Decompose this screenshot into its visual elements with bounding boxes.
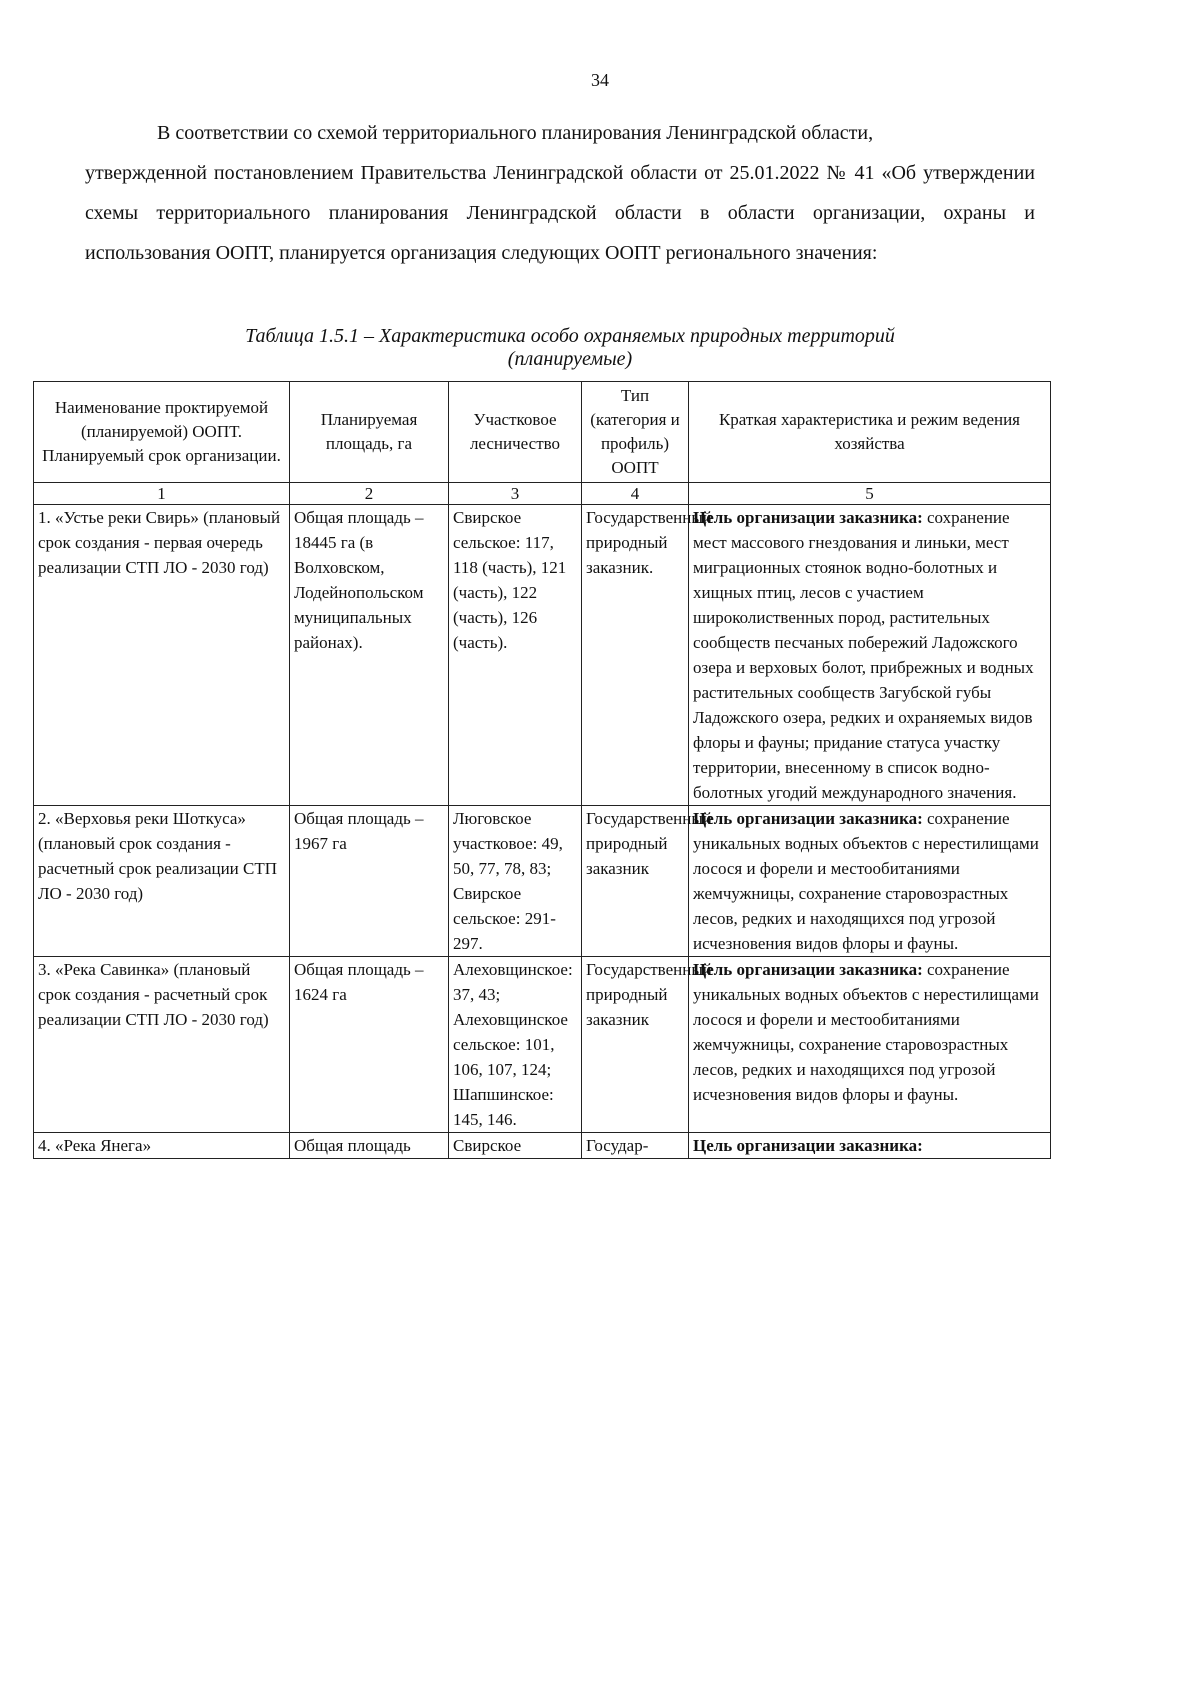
goal-text: сохранение уникальных водных объектов с нерестилищами лосося и форели и местообитаниями жемчужницы, сохранение старовозрастных лесов, редких и находящихся под угрозой исчезновения видов флоры и фауны. xyxy=(693,809,1039,953)
column-number: 1 xyxy=(34,483,290,505)
oopt-name: 1. «Устье реки Свирь» (плановый срок создания - первая очередь реализации СТП ЛО - 2030 год) xyxy=(34,505,290,806)
column-number: 3 xyxy=(449,483,582,505)
table-row xyxy=(34,806,1051,957)
table-caption-line2: (планируемые) xyxy=(507,348,633,370)
intro-rest: утвержденной постановлением Правительства Ленинградской области от 25.01.2022 № 41 «Об утверждении схемы территориального планирования Ленинградской области в области организации, охраны и использования ООПТ, планируется организация следующих ООПТ регионального значения: xyxy=(85,162,1035,264)
header-area: Планируемая площадь, га xyxy=(290,382,449,483)
column-number: 2 xyxy=(290,483,449,505)
header-forestry: Участковое лесничество xyxy=(449,382,582,483)
oopt-type: Государственный природный заказник. xyxy=(582,505,689,806)
oopt-description xyxy=(689,1133,1051,1159)
oopt-description xyxy=(689,957,1051,1133)
oopt-type: Государственный природный заказник xyxy=(582,957,689,1133)
oopt-area: Общая площадь xyxy=(290,1133,449,1159)
intro-first-line: В соответствии со схемой территориального планирования Ленинградской области, xyxy=(157,122,874,144)
table-row xyxy=(34,957,1051,1133)
oopt-forestry: Свирское сельское: 117, 118 (часть), 121 (часть), 122 (часть), 126 (часть). xyxy=(449,505,582,806)
intro-paragraph xyxy=(85,113,1035,273)
oopt-forestry: Свирское xyxy=(449,1133,582,1159)
goal-label: Цель организации заказника: xyxy=(693,960,923,979)
column-numbers-row xyxy=(34,483,1051,505)
oopt-type: Государ- xyxy=(582,1133,689,1159)
header-name: Наименование проктируемой (планируемой) ООПТ. Планируемый срок организации. xyxy=(34,382,290,483)
table-caption xyxy=(140,325,1000,371)
oopt-name: 3. «Река Савинка» (плановый срок создания - расчетный срок реализации СТП ЛО - 2030 год) xyxy=(34,957,290,1133)
oopt-area: Общая площадь – 1967 га xyxy=(290,806,449,957)
header-type: Тип (категория и профиль) ООПТ xyxy=(582,382,689,483)
table-caption-line1: Таблица 1.5.1 – Характеристика особо охраняемых природных территорий xyxy=(245,325,895,347)
oopt-forestry: Люговское участковое: 49, 50, 77, 78, 83; Свирское сельское: 291-297. xyxy=(449,806,582,957)
oopt-description xyxy=(689,806,1051,957)
oopt-name: 2. «Верховья реки Шоткуса» (плановый срок создания - расчетный срок реализации СТП ЛО - 2030 год) xyxy=(34,806,290,957)
oopt-description xyxy=(689,505,1051,806)
goal-text: сохранение уникальных водных объектов с нерестилищами лосося и форели и местообитаниями жемчужницы, сохранение старовозрастных лесов, редких и находящихся под угрозой исчезновения видов флоры и фауны. xyxy=(693,960,1039,1104)
oopt-type: Государственный природный заказник xyxy=(582,806,689,957)
table-row xyxy=(34,1133,1051,1159)
oopt-forestry: Алеховщинское: 37, 43; Алеховщинское сельское: 101, 106, 107, 124; Шапшинское: 145, 146. xyxy=(449,957,582,1133)
goal-label: Цель организации заказника: xyxy=(693,809,923,828)
header-description: Краткая характеристика и режим ведения хозяйства xyxy=(689,382,1051,483)
oopt-area: Общая площадь – 1624 га xyxy=(290,957,449,1133)
page-number: 34 xyxy=(591,70,609,90)
goal-label: Цель организации заказника: xyxy=(693,1136,923,1155)
column-number: 5 xyxy=(689,483,1051,505)
table-header-row xyxy=(34,382,1051,483)
column-number: 4 xyxy=(582,483,689,505)
oopt-area: Общая площадь – 18445 га (в Волховском, Лодейнопольском муниципальных районах). xyxy=(290,505,449,806)
oopt-name: 4. «Река Янега» xyxy=(34,1133,290,1159)
table-row xyxy=(34,505,1051,806)
goal-label: Цель организации заказника: xyxy=(693,508,923,527)
oopt-table xyxy=(33,381,1051,1159)
goal-text: сохранение мест массового гнездования и линьки, мест миграционных стоянок водно-болотных и хищных птиц, лесов с участием широколиственных пород, растительных сообществ песчаных побережий Ладожского озера и верховых болот, прибрежных и водных растительных сообществ Загубской губы Ладожского озера, редких и охраняемых видов флоры и фауны; придание статуса участку территории, внесенному в список водно-болотных угодий международного значения. xyxy=(693,508,1034,802)
